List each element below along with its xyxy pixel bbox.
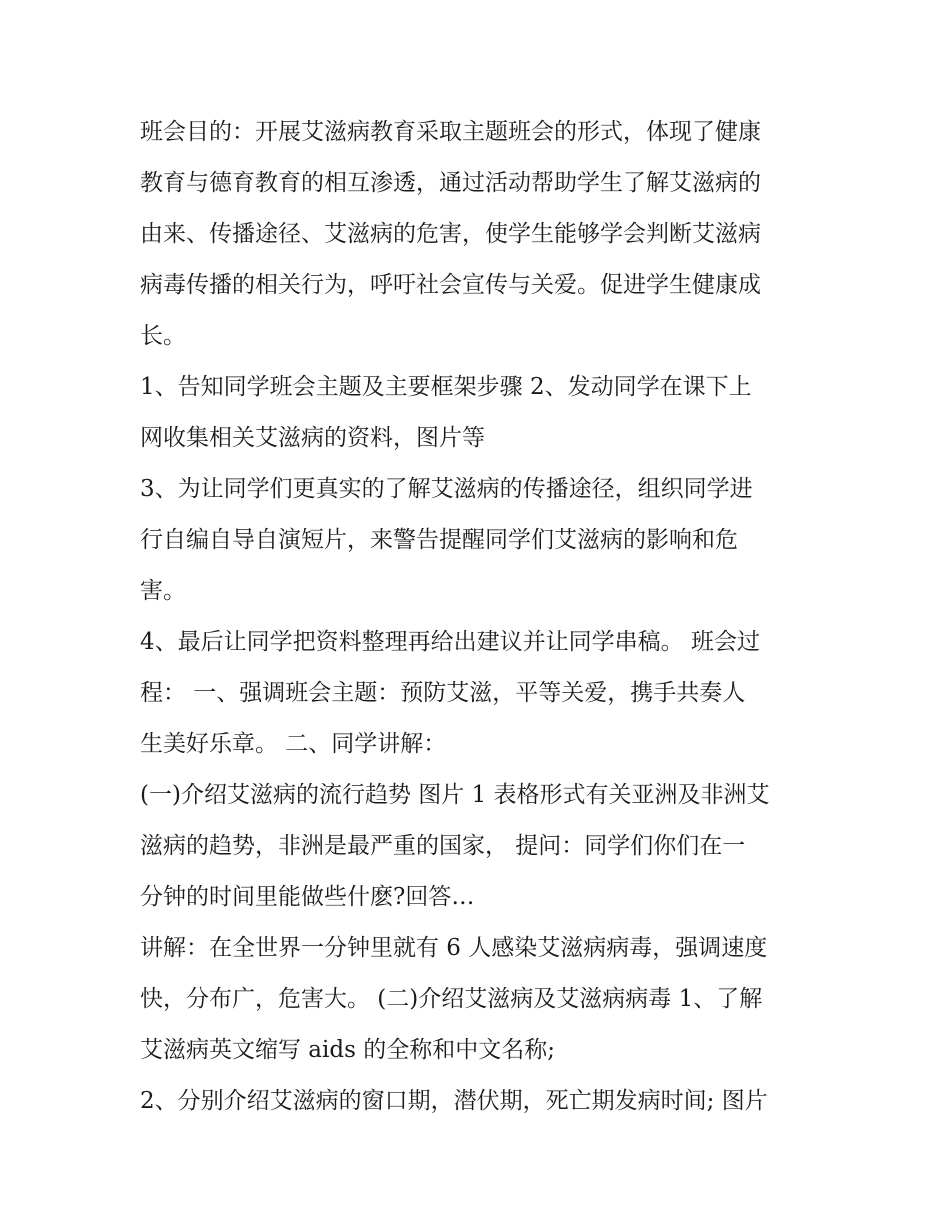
text-line: (一)介绍艾滋病的流行趋势 图片 1 表格形式有关亚洲及非洲艾 xyxy=(140,782,770,808)
paragraph-step-3 xyxy=(140,464,820,617)
text-line: 程： 一、强调班会主题：预防艾滋，平等关爱，携手共奏人 xyxy=(140,680,746,706)
text-line: 害。 xyxy=(140,578,186,604)
text-line: 班会目的：开展艾滋病教育采取主题班会的形式，体现了健康 xyxy=(140,119,761,145)
paragraph-trend xyxy=(140,770,820,923)
text-line: 讲解：在全世界一分钟里就有 6 人感染艾滋病病毒，强调速度 xyxy=(140,935,768,961)
text-line: 由来、传播途径、艾滋病的危害，使学生能够学会判断艾滋病 xyxy=(140,221,761,247)
paragraph-step-1-2 xyxy=(140,362,820,464)
text-line: 3、为让同学们更真实的了解艾滋病的传播途径，组织同学进 xyxy=(140,476,753,502)
text-line: 2、分别介绍艾滋病的窗口期，潜伏期，死亡期发病时间; 图片 xyxy=(140,1088,768,1114)
text-line: 滋病的趋势，非洲是最严重的国家， 提问：同学们你们在一 xyxy=(140,833,746,859)
text-line: 艾滋病英文缩写 aids 的全称和中文名称; xyxy=(140,1037,555,1063)
text-line: 分钟的时间里能做些什麽?回答… xyxy=(140,884,475,910)
text-line: 生美好乐章。 二、同学讲解： xyxy=(140,731,447,757)
text-line: 病毒传播的相关行为，呼吁社会宣传与关爱。促进学生健康成 xyxy=(140,272,761,298)
document-body xyxy=(140,107,820,1127)
text-line: 1、告知同学班会主题及主要框架步骤 2、发动同学在课下上 xyxy=(140,374,752,400)
text-line: 行自编自导自演短片，来警告提醒同学们艾滋病的影响和危 xyxy=(140,527,738,553)
text-line: 快，分布广，危害大。 (二)介绍艾滋病及艾滋病病毒 1、了解 xyxy=(140,986,763,1012)
text-line: 教育与德育教育的相互渗透，通过活动帮助学生了解艾滋病的 xyxy=(140,170,761,196)
text-line: 4、最后让同学把资料整理再给出建议并让同学串稿。 班会过 xyxy=(140,629,760,655)
paragraph-explanation xyxy=(140,923,820,1076)
text-line: 网收集相关艾滋病的资料，图片等 xyxy=(140,425,485,451)
paragraph-purpose xyxy=(140,107,820,362)
text-line: 长。 xyxy=(140,323,186,349)
paragraph-periods xyxy=(140,1076,820,1127)
paragraph-step-4 xyxy=(140,617,820,770)
